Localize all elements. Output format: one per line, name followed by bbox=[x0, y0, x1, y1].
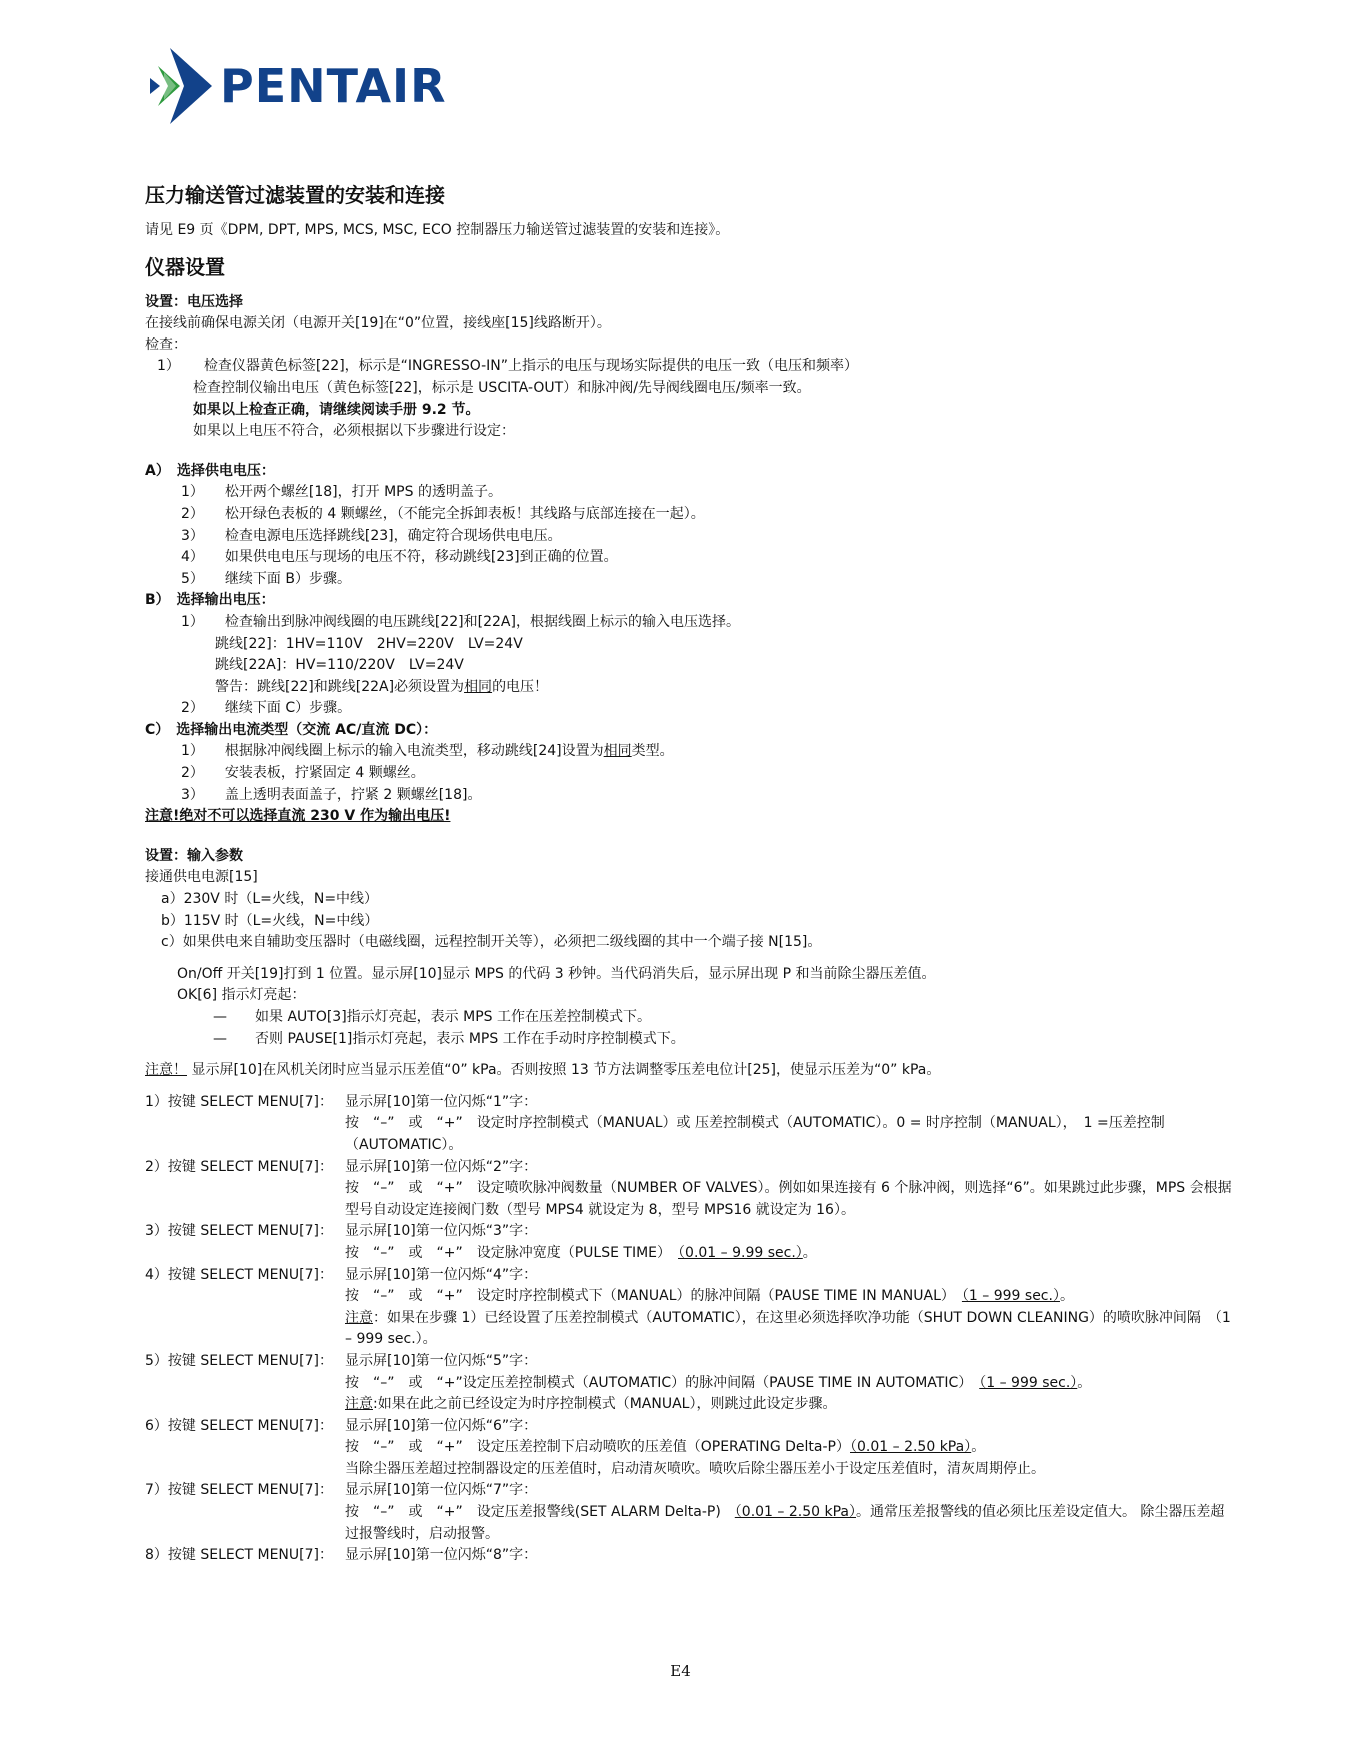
pentair-diamond-icon bbox=[150, 48, 212, 124]
check-item-3: 如果以上检查正确，请继续阅读手册 9.2 节。 bbox=[193, 401, 480, 418]
input-option-c: c）如果供电来自辅助变压器时（电磁线圈，远程控制开关等），必须把二级线圈的其中一个端子接 N[15]。 bbox=[161, 934, 822, 951]
jumper-warning: 警告：跳线[22]和跳线[22A]必须设置为相同的电压！ bbox=[215, 678, 549, 695]
section-title-install: 压力输送管过滤装置的安装和连接 bbox=[145, 183, 445, 207]
check-item-1: 1） 检查仪器黄色标签[22]，标示是“INGRESSO-IN”上指示的电压与现场实际提供的电压一致（电压和频率） bbox=[157, 358, 859, 375]
part-c-item-1: 1） 根据脉冲阀线圈上标示的输入电流类型，移动跳线[24]设置为相同类型。 bbox=[181, 743, 674, 760]
onoff-text: On/Off 开关[19]打到 1 位置。显示屏[10]显示 MPS 的代码 3 秒钟。当代码消失后，显示屏出现 P 和当前除尘器压差值。 bbox=[177, 965, 936, 982]
zero-pressure-note: 注意！ 显示屏[10]在风机关闭时应当显示压差值“0” kPa。否则按照 13 节方法调整零压差电位计[25]，使显示压差为“0” kPa。 bbox=[145, 1062, 941, 1079]
menu-step-8: 8）按键 SELECT MENU[7]： 显示屏[10]第一位闪烁“8”字： bbox=[145, 1547, 538, 1564]
check-item-4: 如果以上电压不符合，必须根据以下步骤进行设定： bbox=[193, 423, 515, 440]
check-item-2: 检查控制仪输出电压（黄色标签[22]，标示是 USCITA-OUT）和脉冲阀/先导阀线圈电压/频率一致。 bbox=[193, 379, 811, 396]
menu-step-7: 7）按键 SELECT MENU[7]： 显示屏[10]第一位闪烁“7”字： 按 “–” 或 “+” 设定压差报警线(SET ALARM Delta-P) （0.01 – 2.50 kPa）。通常压差报警线的值必须比压差设定值大。 除尘器压差超过报警线时，启动报警。 bbox=[145, 1482, 1225, 1542]
jumper-22a: 跳线[22A]：HV=110/220V LV=24V bbox=[215, 657, 464, 674]
menu-step-4: 4）按键 SELECT MENU[7]： 显示屏[10]第一位闪烁“4”字： 按 “–” 或 “+” 设定时序控制模式下（MANUAL）的脉冲间隔（PAUSE TIME IN MANUAL） （1 – 999 sec.）。 注意：如果在步骤 1）已经设置了压差控制模式（AUTOMATIC），在这里必须选择吹净功能（SHUT DOWN CLEANING）的喷吹脉冲间隔 （1 – 999 sec.）。 bbox=[145, 1266, 1231, 1348]
menu-step-5: 5）按键 SELECT MENU[7]： 显示屏[10]第一位闪烁“5”字： 按 “–” 或 “+”设定压差控制模式（AUTOMATIC）的脉冲间隔（PAUSE TIME IN AUTOMATIC） （1 – 999 sec.）。 注意:如果在此之前已经设定为时序控制模式（MANUAL），则跳过此设定步骤。 bbox=[145, 1352, 1092, 1413]
part-c-item-2: 2） 安装表板，拧紧固定 4 颗螺丝。 bbox=[181, 765, 425, 782]
part-b-title: B） 选择输出电压： bbox=[145, 592, 275, 609]
menu-step-1: 1）按键 SELECT MENU[7]： 显示屏[10]第一位闪烁“1”字： 按 “–” 或 “+” 设定时序控制模式（MANUAL）或 压差控制模式（AUTOMATIC）。0 = 时序控制（MANUAL）， 1 =压差控制（AUTOMATIC）。 bbox=[145, 1093, 1165, 1153]
input-power: 接通供电电源[15] bbox=[145, 869, 258, 886]
page-number: E4 bbox=[670, 1662, 691, 1680]
part-a-title: A） 选择供电电压： bbox=[145, 462, 275, 479]
jumper-22: 跳线[22]：1HV=110V 2HV=220V LV=24V bbox=[215, 635, 523, 652]
check-label: 检查： bbox=[145, 336, 187, 353]
part-a-item: 3） 检查电源电压选择跳线[23]，确定符合现场供电电压。 bbox=[181, 527, 562, 544]
voltage-heading: 设置：电压选择 bbox=[145, 293, 243, 310]
pentair-logo bbox=[150, 46, 470, 126]
ok-led-text: OK[6] 指示灯亮起： bbox=[177, 987, 306, 1004]
part-a-item: 4） 如果供电电压与现场的电压不符，移动跳线[23]到正确的位置。 bbox=[181, 549, 618, 566]
part-a-item: 1） 松开两个螺丝[18]，打开 MPS 的透明盖子。 bbox=[181, 484, 502, 501]
part-c-item-3: 3） 盖上透明表面盖子，拧紧 2 颗螺丝[18]。 bbox=[181, 786, 482, 803]
auto-led-text: — 如果 AUTO[3]指示灯亮起，表示 MPS 工作在压差控制模式下。 bbox=[213, 1009, 651, 1025]
menu-step-2: 2）按键 SELECT MENU[7]： 显示屏[10]第一位闪烁“2”字： 按 “–” 或 “+” 设定喷吹脉冲阀数量（NUMBER OF VALVES）。例如如果连接有 6 个脉冲阀，则选择“6”。如果跳过此步骤，MPS 会根据型号自动设定连接阀门数（型号 MPS4 就设定为 8，型号 MPS16 就设定为 16）。 bbox=[145, 1158, 1232, 1218]
input-option-b: b）115V 时（L=火线，N=中线） bbox=[161, 912, 379, 929]
part-b-item-1: 1） 检查输出到脉冲阀线圈的电压跳线[22]和[22A]，根据线圈上标示的输入电压选择。 bbox=[181, 613, 740, 630]
part-c-title: C） 选择输出电流类型（交流 AC/直流 DC）： bbox=[145, 721, 438, 738]
dc-warning: 注意!绝对不可以选择直流 230 V 作为输出电压! bbox=[145, 808, 451, 825]
part-a-item: 5） 继续下面 B）步骤。 bbox=[181, 570, 351, 587]
part-a-item: 2） 松开绿色表板的 4 颗螺丝，（不能完全拆卸表板！其线路与底部连接在一起）。 bbox=[181, 505, 705, 522]
section-title-setup: 仪器设置 bbox=[145, 254, 225, 279]
part-b-item-2: 2） 继续下面 C）步骤。 bbox=[181, 700, 352, 717]
pause-led-text: — 否则 PAUSE[1]指示灯亮起，表示 MPS 工作在手动时序控制模式下。 bbox=[213, 1030, 685, 1047]
menu-step-3: 3）按键 SELECT MENU[7]： 显示屏[10]第一位闪烁“3”字： 按 “–” 或 “+” 设定脉冲宽度（PULSE TIME） （0.01 – 9.99 sec.）。 bbox=[145, 1223, 817, 1261]
input-heading: 设置：输入参数 bbox=[145, 847, 243, 864]
voltage-precaution: 在接线前确保电源关闭（电源开关[19]在“0”位置，接线座[15]线路断开）。 bbox=[145, 315, 611, 332]
brand-name: PENTAIR bbox=[220, 59, 447, 113]
input-option-a: a）230V 时（L=火线，N=中线） bbox=[161, 891, 379, 908]
menu-step-6: 6）按键 SELECT MENU[7]： 显示屏[10]第一位闪烁“6”字： 按 “–” 或 “+” 设定压差控制下启动喷吹的压差值（OPERATING Delta-P）（0.01 – 2.50 kPa）。 当除尘器压差超过控制器设定的压差值时，启动清灰喷吹。喷吹后除尘器压差小于设定压差值时，清灰周期停止。 bbox=[145, 1417, 1045, 1477]
document-body bbox=[145, 180, 1235, 1567]
install-reference: 请见 E9 页《DPM, DPT, MPS, MCS, MSC, ECO 控制器压力输送管过滤装置的安装和连接》。 bbox=[145, 222, 730, 238]
